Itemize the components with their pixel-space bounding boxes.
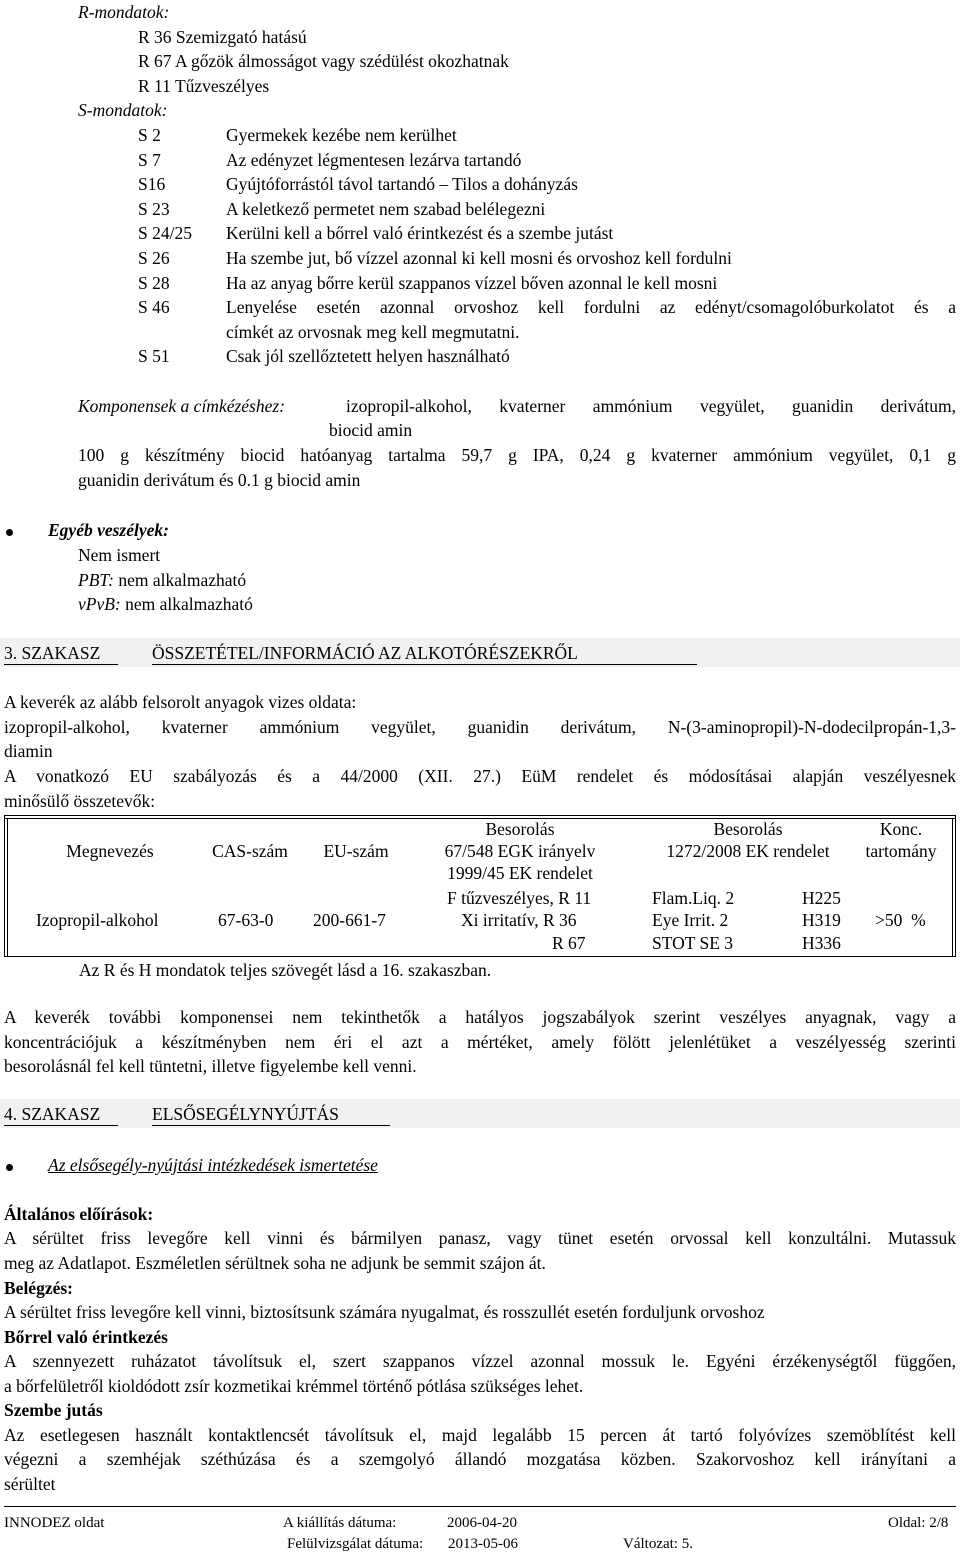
inhalation-text: A sérültet friss levegőre kell vinni, biztosítsunk számára nyugalmat, és rosszullét esetén forduljunk orvoshoz [4, 1302, 765, 1322]
footer-review-label: Felülvizsgálat dátuma: [287, 1536, 424, 1552]
table-right-border-inner [952, 818, 953, 957]
table-cell-h-statement: H225 [802, 888, 841, 908]
section-3-paragraph: A keverék további komponensei nem tekinthetők a hatályos jogszabályok szerint veszélyes anyagnak, vagy a [4, 1007, 956, 1027]
s-phrase-code: S16 [138, 174, 166, 194]
eye-contact-text-continued: sérültet [4, 1474, 56, 1494]
section-4-number-underline [4, 1125, 118, 1126]
table-cell-class-new-category: Eye Irrit. 2 [652, 910, 729, 930]
other-hazards-heading: Egyéb veszélyek: [48, 520, 169, 540]
table-right-border [955, 815, 956, 957]
table-cell-class-new-category: STOT SE 3 [652, 933, 734, 953]
components-list-continued: biocid amin [329, 420, 413, 440]
s-phrase-text: Az edényzet légmentesen lezárva tartandó [226, 150, 522, 170]
table-header-class-old: Besorolás [485, 819, 555, 839]
table-bottom-border [4, 956, 956, 957]
table-left-border [4, 815, 5, 957]
pbt-label: PBT: [78, 570, 114, 590]
section-3-list-continued: diamin [4, 741, 53, 761]
footer-issue-date: 2006-04-20 [447, 1515, 517, 1531]
s-phrase-text: Gyújtóforrástól távol tartandó – Tilos a dohányzás [226, 174, 578, 194]
section-3-number-underline [4, 664, 118, 665]
table-header-eu: EU-szám [323, 841, 389, 861]
section-3-regulation-continued: minősülő összetevők: [4, 791, 156, 811]
footer-review-date: 2013-05-06 [448, 1536, 518, 1552]
footer-company: INNODEZ oldat [4, 1515, 105, 1531]
section-3-list: izopropil-alkohol, kvaterner ammónium vegyület, guanidin derivátum, N-(3-aminopropil)-N-dodecilpropán-1,3- [4, 717, 956, 737]
s-phrase-text: Lenyelése esetén azonnal orvoshoz kell fordulni az edényt/csomagolóburkolatot és a [226, 297, 956, 317]
table-header-class-old: 1999/45 EK rendelet [447, 863, 593, 883]
pbt-line [78, 572, 246, 590]
table-cell-eu: 200-661-7 [313, 910, 386, 930]
r-phrase-item: R 36 Szemizgató hatású [138, 27, 307, 47]
table-note: Az R és H mondatok teljes szövegét lásd a 16. szakaszban. [79, 960, 492, 980]
section-4-title: ELSŐSEGÉLYNYÚJTÁS [152, 1104, 339, 1124]
skin-contact-text-continued: a bőrfelületről kioldódott zsír kozmetikai krémmel történő pótlása szükséges lehet. [4, 1376, 584, 1396]
s-phrase-code: S 2 [138, 125, 161, 145]
table-top-border-inner [4, 818, 956, 819]
footer-version: Változat: 5. [623, 1536, 693, 1552]
table-header-class-old: 67/548 EGK irányelv [444, 841, 596, 861]
table-cell-h-statement: H319 [802, 910, 841, 930]
section-4-header-bg [0, 1099, 960, 1128]
table-cell-class-new-category: Flam.Liq. 2 [652, 888, 735, 908]
table-header-class-new: Besorolás [713, 819, 783, 839]
skin-contact-heading: Bőrrel való érintkezés [4, 1327, 168, 1347]
eye-contact-text: végezni a szemhéjak széthúzása és a szemgolyó állandó mozgatása közben. Szakorvoshoz kell irányítani a [4, 1449, 956, 1469]
bullet-icon [6, 1164, 13, 1171]
section-3-title: ÖSSZETÉTEL/INFORMÁCIÓ AZ ALKOTÓRÉSZEKRŐL [152, 643, 578, 663]
s-phrase-text: Ha az anyag bőrre kerül szappanos vízzel bőven azonnal le kell mosni [226, 273, 718, 293]
table-cell-cas: 67-63-0 [218, 910, 274, 930]
general-text-continued: meg az Adatlapot. Eszméletlen sérültnek soha ne adjunk be semmit szájon át. [4, 1253, 546, 1273]
s-phrase-code: S 28 [138, 273, 170, 293]
table-header-conc: Konc. [879, 819, 923, 839]
s-phrase-text-continued: címkét az orvosnak meg kell megmutatni. [226, 322, 520, 342]
section-3-number: 3. SZAKASZ [4, 643, 101, 663]
r-phrases-heading: R-mondatok: [78, 2, 170, 22]
section-3-paragraph: koncentrációjuk a készítményben nem éri el azt a mértéket, amely fölött jelenlétüket a veszélyesség szerinti [4, 1032, 956, 1052]
footer-divider [4, 1506, 956, 1507]
section-4-number: 4. SZAKASZ [4, 1104, 101, 1124]
table-cell-class-old: R 67 [552, 933, 586, 953]
bullet-icon [6, 529, 13, 536]
section-3-regulation: A vonatkozó EU szabályozás és a 44/2000 (XII. 27.) EüM rendelet és módosításai alapján veszélyesnek [4, 766, 956, 786]
skin-contact-text: A szennyezett ruházatot távolítsuk el, szert szappanos vízzel azonnal mossuk le. Egyéni érzékenységtől függően, [4, 1351, 956, 1371]
r-phrase-item: R 67 A gőzök álmosságot vagy szédülést okozhatnak [138, 51, 509, 71]
table-header-name: Megnevezés [66, 841, 154, 861]
components-paragraph-continued: guanidin derivátum és 0.1 g biocid amin [78, 470, 361, 490]
section-4-title-underline [152, 1125, 390, 1126]
section-4-subheading: Az elsősegély-nyújtási intézkedések ismertetése [48, 1155, 378, 1175]
eye-contact-text: Az esetlegesen használt kontaktlencsét távolítsuk el, majd legalább 15 percen át tartó folyóvízes szemöblítést kell [4, 1425, 956, 1445]
table-left-border-inner [7, 818, 8, 957]
other-hazards-value: Nem ismert [78, 545, 161, 565]
r-phrase-item: R 11 Tűzveszélyes [138, 76, 270, 96]
vpvb-value: nem alkalmazható [125, 594, 253, 614]
section-3-paragraph: besorolásnál fel kell tüntetni, illetve figyelembe kell venni. [4, 1056, 417, 1076]
s-phrase-code: S 7 [138, 150, 161, 170]
s-phrase-code: S 24/25 [138, 223, 192, 243]
table-top-border [4, 815, 956, 816]
s-phrase-text: Kerülni kell a bőrrel való érintkezést és a szembe jutást [226, 223, 614, 243]
components-label: Komponensek a címkézéshez: [78, 396, 286, 416]
s-phrase-code: S 26 [138, 248, 170, 268]
table-cell-conc: >50 % [875, 910, 926, 930]
section-3-intro: A keverék az alább felsorolt anyagok vizes oldata: [4, 692, 357, 712]
s-phrase-text: Gyermekek kezébe nem kerülhet [226, 125, 457, 145]
table-header-conc: tartomány [865, 841, 937, 861]
eye-contact-heading: Szembe jutás [4, 1400, 103, 1420]
footer-issue-label: A kiállítás dátuma: [283, 1515, 397, 1531]
footer-page: Oldal: 2/8 [888, 1515, 949, 1531]
general-text: A sérültet friss levegőre kell vinni és bármilyen panasz, vagy tünet esetén orvossal kell konzultálni. Mutassuk [4, 1228, 956, 1248]
s-phrase-text: Csak jól szellőztetett helyen használható [226, 346, 510, 366]
s-phrases-heading: S-mondatok: [78, 100, 168, 120]
s-phrase-code: S 51 [138, 346, 170, 366]
s-phrase-code: S 23 [138, 199, 170, 219]
s-phrase-text: Ha szembe jut, bő vízzel azonnal ki kell mosni és orvoshoz kell fordulni [226, 248, 732, 268]
general-heading: Általános előírások: [4, 1204, 154, 1224]
components-list: izopropil-alkohol, kvaterner ammónium vegyület, guanidin derivátum, [346, 396, 956, 416]
s-phrase-code: S 46 [138, 297, 170, 317]
inhalation-heading: Belégzés: [4, 1278, 73, 1298]
vpvb-label: vPvB: [78, 594, 121, 614]
table-cell-class-old: Xi irritatív, R 36 [461, 910, 577, 930]
table-header-class-new: 1272/2008 EK rendelet [666, 841, 830, 861]
table-cell-class-old: F tűzveszélyes, R 11 [447, 888, 592, 908]
section-3-title-underline [152, 664, 697, 665]
s-phrase-text: A keletkező permetet nem szabad belélegezni [226, 199, 546, 219]
table-cell-name: Izopropil-alkohol [36, 910, 159, 930]
table-cell-h-statement: H336 [802, 933, 841, 953]
components-paragraph: 100 g készítmény biocid hatóanyag tartalma 59,7 g IPA, 0,24 g kvaterner ammónium vegyület, 0,1 g [78, 445, 956, 465]
table-header-cas: CAS-szám [212, 841, 288, 861]
pbt-value: nem alkalmazható [118, 570, 247, 590]
vpvb-line [78, 596, 253, 614]
